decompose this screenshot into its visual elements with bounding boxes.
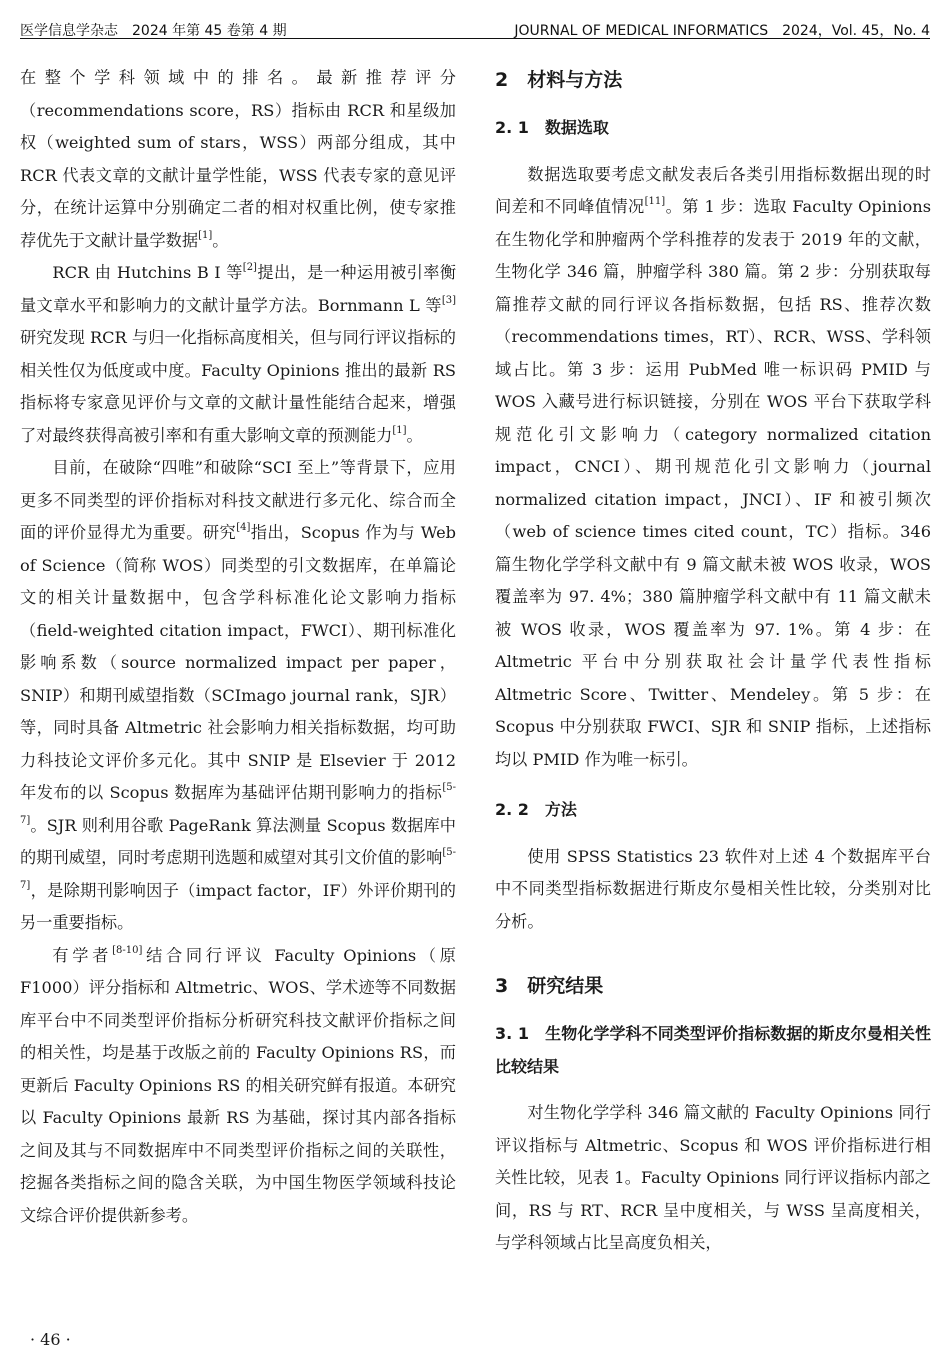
citation-ref: [3] (441, 294, 456, 306)
citation-ref: [1] (198, 229, 213, 241)
paragraph-background: 目前，在破除“四唯”和破除“SCI 至上”等背景下，应用更多不同类型的评价指标对科技文献进行多元化、综合而全面的评价显得尤为重要。研究[4]指出，Scopus 作为与 Web of Science（简称 WOS）同类型的引文数据库，在单篇论文的相关计量数据中，包含学科标准化论文影响力指标（field-weighted citation impact，FWCI）、期刊标准化影响系数（source normalized impact per paper，SNIP）和期刊威望指数（SCImago journal rank，SJR）等，同时具备 Altmetric 社会影响力相关指标数据，均可助力科技论文评价多元化。其中 SNIP 是 Elsevier 于 2012 年发布的以 Scopus 数据库为基础评估期刊影响力的指标[5-7]。SJR 则利用谷歌 PageRank 算法测量 Scopus 数据库中的期刊威望，同时考虑期刊选题和威望对其引文价值的影响[5-7]，是除期刊影响因子（impact factor，IF）外评价期刊的另一重要指标。 (20, 458, 457, 932)
paragraph-rs-definition: 在整个学科领域中的排名。最新推荐评分（recommendations score，RS）指标由 RCR 和星级加权（weighted sum of stars，WSS）两部分组成，其中 RCR 代表文章的文献计量学性能，WSS 代表专家的意见评分，在统计运算中分别确定二者的相对权重比例，使专家推荐优先于文献计量学数据[1]。 (20, 68, 456, 250)
page-number: · 46 · (30, 1330, 71, 1349)
paragraph-rcr: RCR 由 Hutchins B I 等[2]提出，是一种运用被引率衡量文章水平和影响力的文献计量学方法。Bornmann L 等[3]研究发现 RCR 与归一化指标高度相关，但与同行评议指标的相关性仅为低度或中度。Faculty Opinions 推出的最新 RS 指标将专家意见评价与文章的文献计量性能结合起来，增强了对最终获得高被引率和有重大影响文章的预测能力[1]。 (20, 262, 457, 445)
paragraph-study-aim: 有学者[8-10]结合同行评议 Faculty Opinions（原 F1000）评分指标和 Altmetric、WOS、学术迹等不同数据库平台中不同类型评价指标分析研究科技文献评价指标之间的相关性，均是基于改版之前的 Faculty Opinions RS，而更新后 Faculty Opinions RS 的相关研究鲜有报道。本研究以 Faculty Opinions 最新 RS 为基础，探讨其内部各指标之间及其与不同数据库中不同类型评价指标之间的关联性，挖掘各类指标之间的隐含关联，为中国生物医学领域科技论文综合评价提供新参考。 (20, 944, 456, 1225)
citation-ref: [11] (644, 196, 666, 207)
paragraph-data-selection: 数据选取要考虑文献发表后各类引用指标数据出现的时间差和不同峰值情况[11]。第 1 步：选取 Faculty Opinions 在生物化学和肿瘤两个学科推荐的发表于 2019 年的文献，生物化学 346 篇，肿瘤学科 380 篇。第 2 步：分别获取每篇推荐文献的同行评议各指标数据，包括 RS、推荐次数（recommendations times，RT）、RCR、WSS、学科领域占比。第 3 步：运用 PubMed 唯一标识码 PMID 与 WOS 入藏号进行标识链接，分别在 WOS 平台下获取学科规范化引文影响力（category normalized citation impact，CNCI）、期刊规范化引文影响力（journal normalized citation impact，JNCI）、IF 和被引频次（web of science times cited count，TC）指标。346 篇生物化学学科文献中有 9 篇文献未被 WOS 收录，WOS 覆盖率为 97. 4%；380 篇肿瘤学科文献中有 11 篇文献未被 WOS 收录，WOS 覆盖率为 97. 1%。第 4 步：在 Altmetric 平台中分别获取社会计量学代表性指标 Altmetric Score、Twitter、Mendeley。第 5 步：在 Scopus 中分别获取 FWCI、SJR 和 SNIP 指标，上述指标均以 PMID 作为唯一标引。 (495, 164, 932, 769)
citation-ref: [2] (242, 262, 257, 273)
subsection-heading-methods: 2. 2 方法 (495, 800, 577, 819)
header-journal-en: JOURNAL OF MEDICAL INFORMATICS 2024，Vol. 45，No. 4 (514, 23, 930, 39)
subsection-heading-data-selection: 2. 1 数据选取 (495, 118, 609, 137)
citation-ref: [5-7] (20, 847, 456, 891)
section-heading-results: 3 研究结果 (495, 975, 604, 997)
section-heading-materials-methods: 2 材料与方法 (495, 69, 623, 91)
left-column (20, 62, 456, 1232)
subsection-heading-biochemistry-results: 3. 1 生物化学学科不同类型评价指标数据的斯皮尔曼相关性比较结果 (495, 1024, 931, 1076)
citation-ref: [5-7] (20, 782, 456, 826)
citation-ref: [1] (392, 424, 407, 436)
paragraph-methods: 使用 SPSS Statistics 23 软件对上述 4 个数据库平台中不同类型指标数据进行斯皮尔曼相关性比较，分类别对比分析。 (495, 846, 931, 931)
header-journal-cn: 医学信息学杂志 2024 年第 45 卷第 4 期 (20, 23, 287, 39)
citation-ref: [4] (236, 522, 251, 533)
citation-ref: [8-10] (112, 944, 143, 956)
running-header (20, 14, 930, 39)
paragraph-biochemistry-results: 对生物化学学科 346 篇文献的 Faculty Opinions 同行评议指标与 Altmetric、Scopus 和 WOS 评价指标进行相关性比较，见表 1。Faculty Opinions 同行评议指标内部之间，RS 与 RT、RCR 呈中度相关，与 WSS 呈高度相关，与学科领域占比呈高度负相关， (495, 1103, 931, 1252)
right-column (495, 62, 931, 1260)
